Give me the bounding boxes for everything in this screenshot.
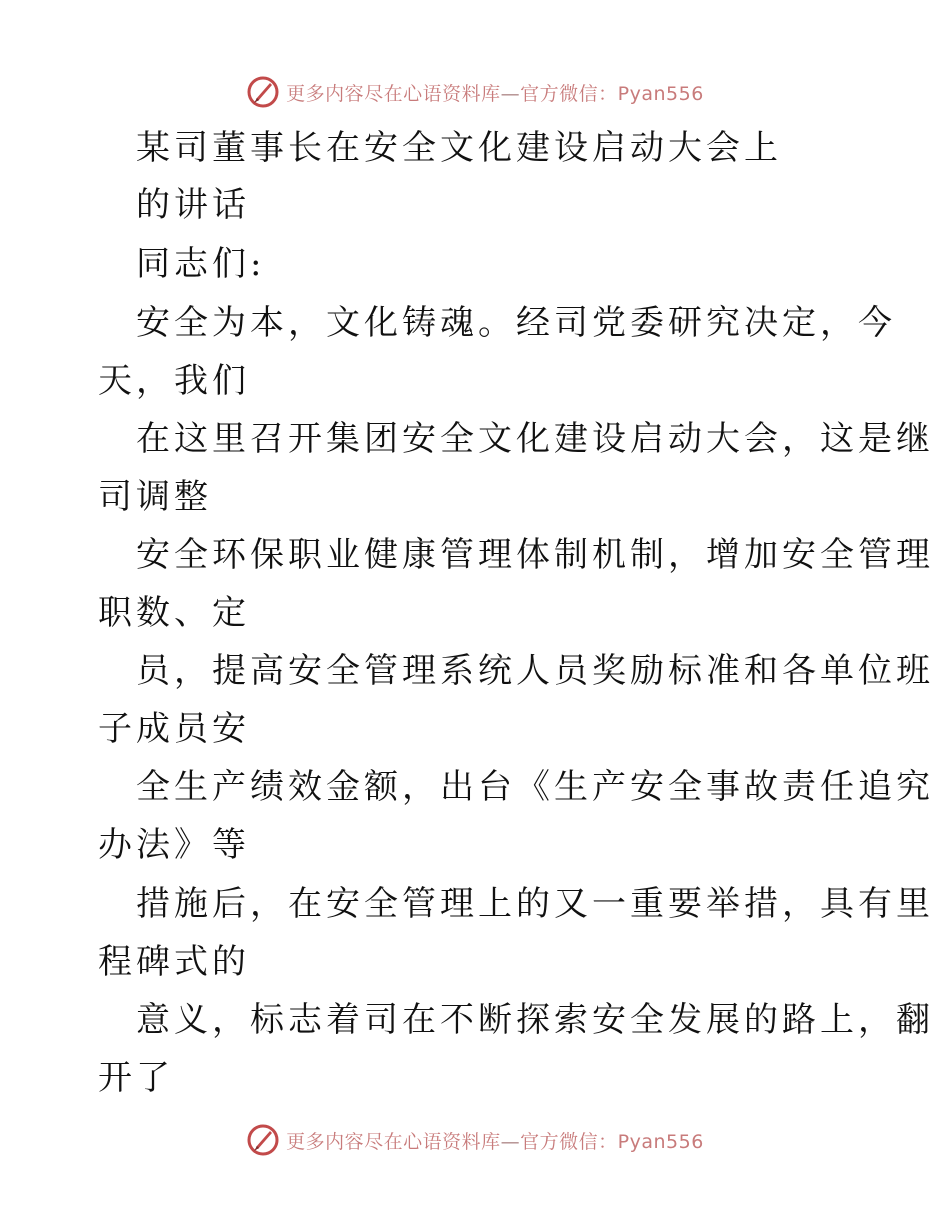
document-title-line-2: 的讲话	[136, 185, 250, 225]
paragraph-line: 司调整	[98, 477, 212, 517]
watermark-footer	[0, 1120, 950, 1160]
watermark-text: 更多内容尽在心语资料库—官方微信：Pyan556	[286, 1130, 704, 1153]
paragraph-line: 意义，标志着司在不断探索安全发展的路上，翻	[136, 1000, 934, 1040]
salutation: 同志们:	[136, 244, 266, 284]
quill-logo-icon	[246, 75, 280, 109]
watermark-text: 更多内容尽在心语资料库—官方微信：Pyan556	[286, 82, 704, 105]
paragraph-line: 职数、定	[98, 593, 250, 633]
document-title-line-1: 某司董事长在安全文化建设启动大会上	[136, 128, 782, 168]
paragraph-line: 天，我们	[98, 361, 250, 401]
paragraph-line: 安全环保职业健康管理体制机制，增加安全管理	[136, 535, 934, 575]
paragraph-line: 办法》等	[98, 825, 250, 865]
paragraph-line: 员，提高安全管理系统人员奖励标准和各单位班	[136, 651, 934, 691]
paragraph-line: 开了	[98, 1058, 174, 1098]
paragraph-line: 全生产绩效金额，出台《生产安全事故责任追究	[136, 767, 934, 807]
quill-logo-icon	[246, 1123, 280, 1157]
watermark-header	[0, 72, 950, 112]
paragraph-line: 在这里召开集团安全文化建设启动大会，这是继	[136, 419, 934, 459]
paragraph-line: 子成员安	[98, 709, 250, 749]
paragraph-line: 安全为本，文化铸魂。经司党委研究决定，今	[136, 303, 896, 343]
paragraph-line: 程碑式的	[98, 942, 250, 982]
paragraph-line: 措施后，在安全管理上的又一重要举措，具有里	[136, 884, 934, 924]
